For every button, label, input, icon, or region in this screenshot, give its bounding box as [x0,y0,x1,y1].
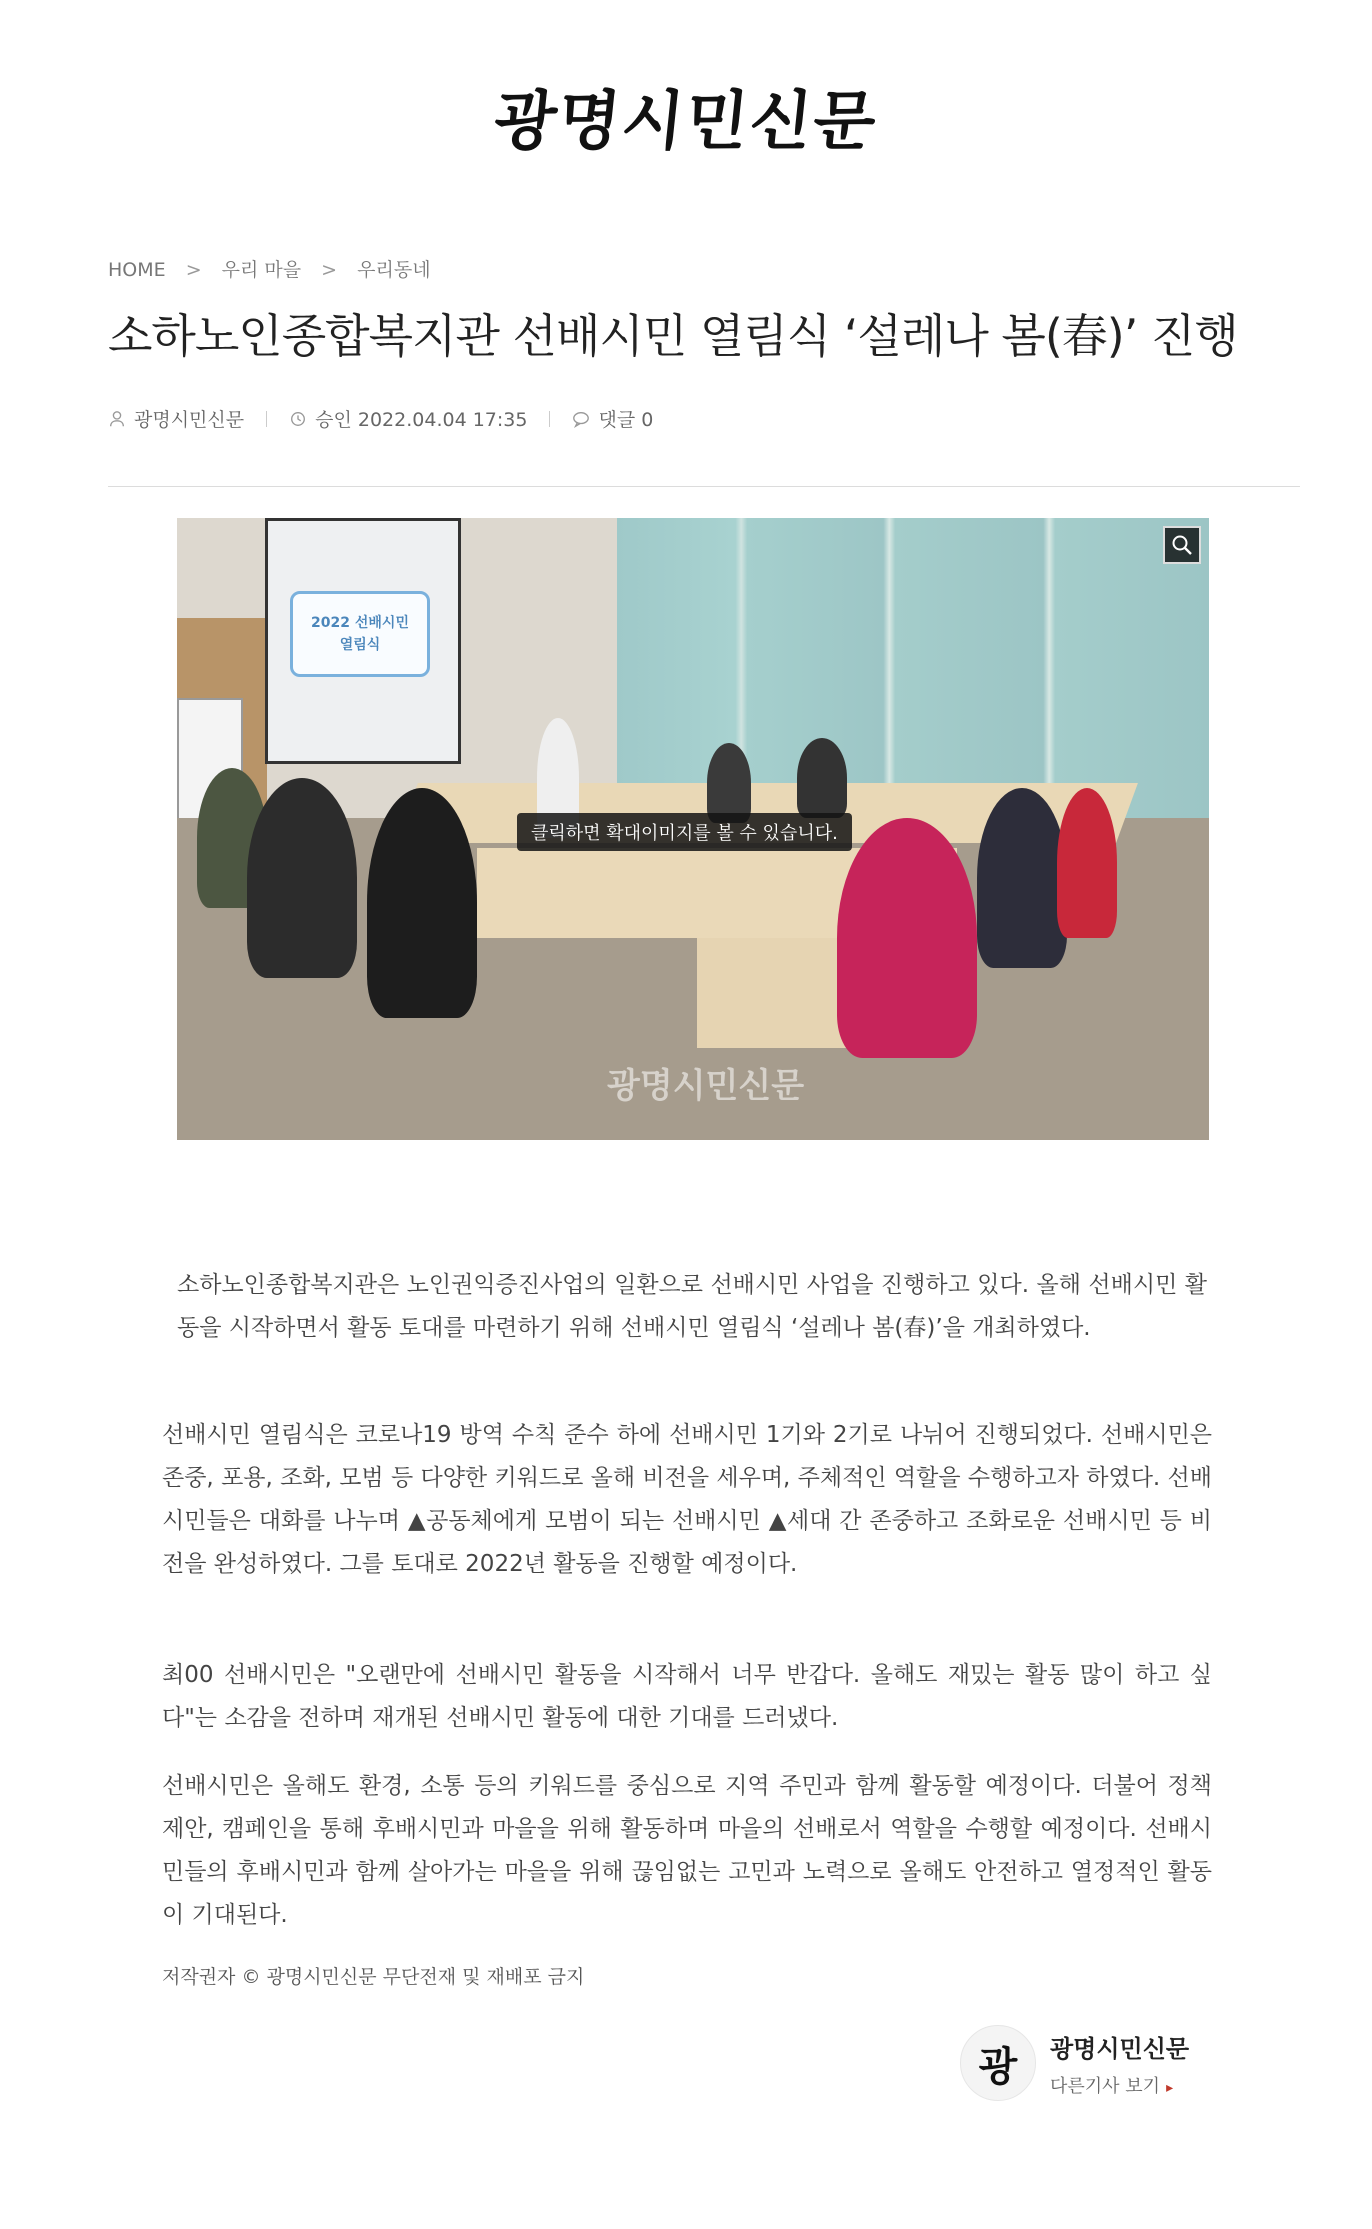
article-photo[interactable] [177,518,1209,1140]
approved-date: 승인 2022.04.04 17:35 [315,409,528,431]
projector-screen [265,518,461,764]
breadcrumb-home[interactable]: HOME [108,259,166,281]
author-name: 광명시민신문 [134,409,245,431]
photo-person [977,788,1067,968]
photo-person [367,788,477,1018]
chevron-right-icon: > [185,259,202,281]
photo-person [1057,788,1117,938]
other-articles-link[interactable] [1050,2072,1189,2098]
article-paragraph-2: 선배시민 열림식은 코로나19 방역 수칙 준수 하에 선배시민 1기와 2기로 나뉘어 진행되었다. 선배시민은 존중, 포용, 조화, 모범 등 다양한 키워드로 올해 비전을 세우며, 주체적인 역할을 수행하고자 하였다. 선배시민들은 대화를 나누며 ▲공동체에게 모범이 되는 선배시민 ▲세대 간 존중하고 조화로운 선배시민 등 비전을 완성하였다. 그를 토대로 2022년 활동을 진행할 예정이다. [162,1422,1212,1577]
masthead [0,70,1372,162]
photo-blinds [617,518,1209,818]
slide-line2: 열림식 [339,637,381,653]
slide-line1: 2022 선배시민 [311,615,409,631]
user-icon [108,410,126,428]
reporter-info [1050,2029,1189,2098]
other-articles-label[interactable]: 다른기사 보기 [1050,2075,1161,2097]
header-divider [108,486,1300,487]
author-item [108,405,244,432]
photo-watermark: 광명시민신문 [607,1066,805,1106]
zoom-button[interactable] [1163,526,1201,564]
photo-person [247,778,357,978]
clock-icon [289,410,307,428]
reporter-name: 광명시민신문 [1050,2034,1190,2063]
reporter-avatar[interactable]: 광 [960,2025,1036,2101]
breadcrumb [108,255,445,282]
comments-item[interactable] [572,405,653,432]
comment-count[interactable]: 댓글 0 [598,409,654,431]
article-meta [108,405,653,432]
arrow-right-icon: ▸ [1166,2079,1174,2096]
magnifier-icon [1171,534,1193,556]
photo-person [797,738,847,818]
reporter-byline [960,2025,1189,2101]
article-paragraph-3: 최00 선배시민은 "오랜만에 선배시민 활동을 시작해서 너무 반갑다. 올해도 재밌는 활동 많이 하고 싶다"는 소감을 전하며 재개된 선배시민 활동에 대한 기대를 드러냈다. [162,1662,1212,1731]
photo-person [707,743,751,823]
breadcrumb-level1[interactable]: 우리 마을 [221,259,302,281]
meta-divider [266,411,267,427]
article-title: 소하노인종합복지관 선배시민 열림식 ‘설레나 봄(春)’ 진행 [108,309,1238,363]
date-item [289,405,527,432]
photo-person [837,818,977,1058]
article-paragraph-4: 선배시민은 올해도 환경, 소통 등의 키워드를 중심으로 지역 주민과 함께 활동할 예정이다. 더불어 정책 제안, 캠페인을 통해 후배시민과 마을을 위해 활동하며 마을의 선배로서 역할을 수행할 예정이다. 선배시민들의 후배시민과 함께 살아가는 마을을 위해 끊임없는 고민과 노력으로 올해도 안전하고 열정적인 활동이 기대된다. [162,1773,1212,1928]
site-logo[interactable]: 광명시민신문 [489,84,881,159]
projected-slide [290,591,430,677]
meta-divider [549,411,550,427]
zoom-tooltip: 클릭하면 확대이미지를 볼 수 있습니다. [517,813,852,851]
comment-icon [572,410,590,428]
copyright-notice: 저작권자 © 광명시민신문 무단전재 및 재배포 금지 [162,1966,585,1988]
chevron-right-icon: > [321,259,338,281]
breadcrumb-level2[interactable]: 우리동네 [357,259,431,281]
article-paragraph-1: 소하노인종합복지관은 노인권익증진사업의 일환으로 선배시민 사업을 진행하고 있다. 올해 선배시민 활동을 시작하면서 활동 토대를 마련하기 위해 선배시민 열림식 ‘설레나 봄(春)’을 개최하였다. [177,1272,1207,1341]
